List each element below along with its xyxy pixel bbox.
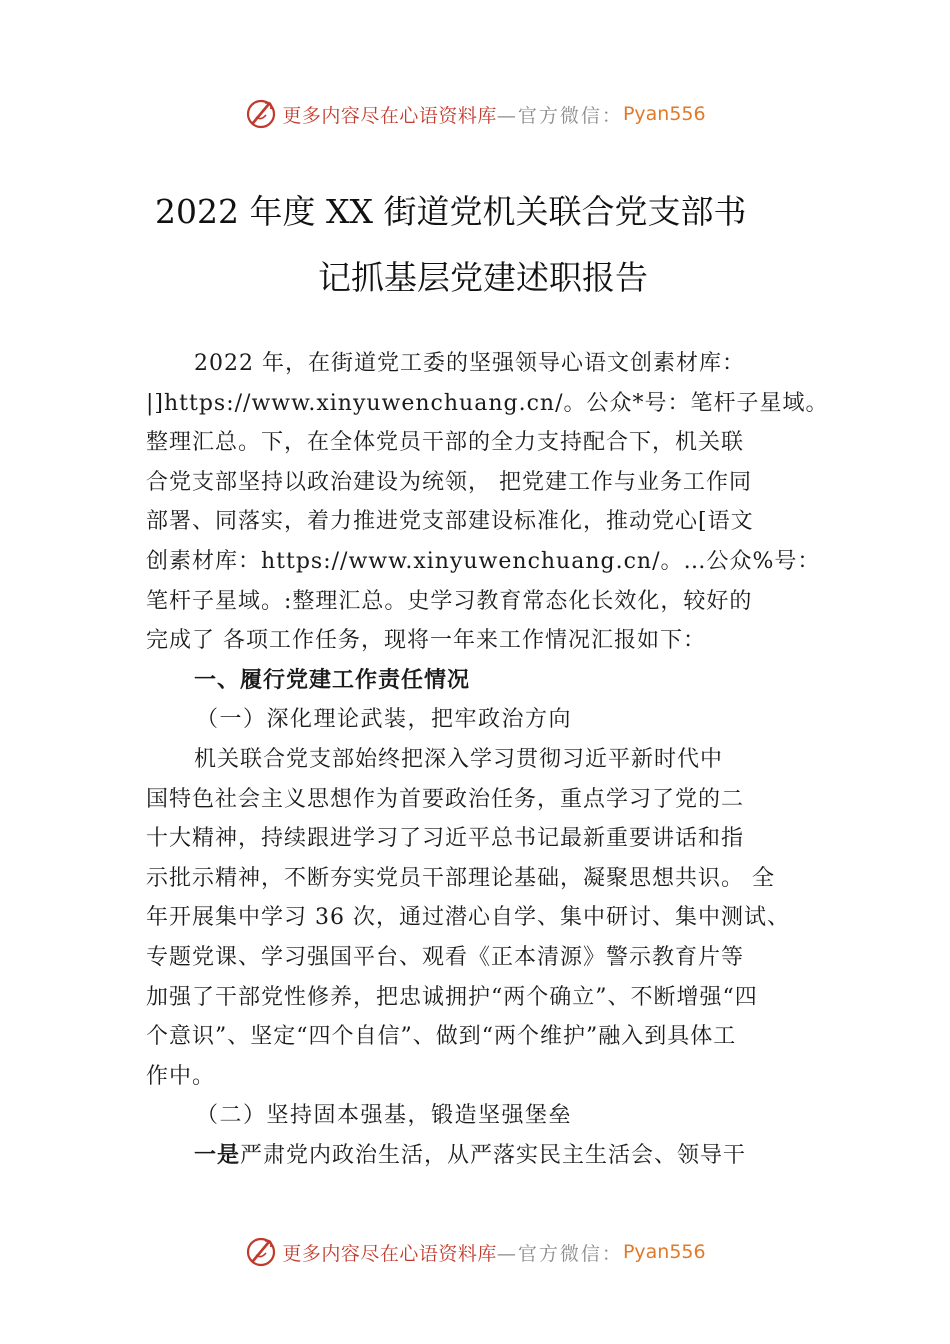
lead-bold-text: 一是 [194, 1142, 241, 1168]
paragraph-line: 加强了干部党性修养，把忠诚拥护“两个确立”、不断增强“四 [146, 984, 758, 1010]
paragraph-line: 整理汇总。下，在全体党员干部的全力支持配合下，机关联 [146, 430, 745, 456]
paragraph-text: 严肃党内政治生活，从严落实民主生活会、领导干 [240, 1142, 747, 1168]
paragraph-line: 国特色社会主义思想作为首要政治任务，重点学习了党的二 [146, 786, 745, 812]
paragraph-line: 示批示精神，不断夯实党员干部理论基础，凝聚思想共识。 全 [146, 865, 775, 891]
document-body [146, 344, 836, 1175]
paragraph-line: 十大精神，持续跟进学习了习近平总书记最新重要讲话和指 [146, 826, 745, 852]
banner-main-text: 更多内容尽在心语资料库 [282, 104, 497, 127]
paragraph-line: 部署、同落实，着力推进党支部建设标准化，推动党心[语文 [146, 509, 754, 535]
footer-banner [0, 1232, 950, 1272]
paragraph-line: |]https://www.xinyuwenchuang.cn/。公众*号：笔杆子星域。 [146, 390, 829, 416]
paragraph-line [146, 1136, 836, 1176]
banner-wechat-id: Pyan556 [622, 1241, 706, 1263]
banner-main-text: 更多内容尽在心语资料库 [282, 1242, 497, 1265]
banner-sub-text: —官方微信： [496, 104, 623, 127]
paragraph-line: 创素材库：https://www.xinyuwenchuang.cn/。…公众%号： [146, 548, 821, 574]
paragraph-line: 机关联合党支部始终把深入学习贯彻习近平新时代中 [194, 746, 724, 772]
paragraph-line: 完成了 各项工作任务，现将一年来工作情况汇报如下： [146, 628, 706, 654]
paragraph-line: 作中。 [146, 1063, 216, 1089]
paragraph-line: 2022 年，在街道党工委的坚强领导心语文创素材库： [194, 351, 745, 376]
section-heading: 一、履行党建工作责任情况 [194, 667, 471, 693]
document-title-line-1: 2022 年度 XX 街道党机关联合党支部书 [155, 192, 747, 231]
document-title-line-2: 记抓基层党建述职报告 [318, 258, 648, 297]
pen-logo-icon [244, 97, 278, 131]
paragraph-line: 合党支部坚持以政治建设为统领， 把党建工作与业务工作同 [146, 469, 752, 495]
paragraph-line: 专题党课、学习强国平台、观看《正本清源》警示教育片等 [146, 944, 745, 970]
paragraph-line: 年开展集中学习 36 次，通过潜心自学、集中研讨、集中测试、 [146, 905, 790, 931]
header-banner [0, 94, 950, 134]
paragraph-line: 个意识”、坚定“四个自信”、做到“两个维护”融入到具体工 [146, 1024, 737, 1050]
subsection-heading: （一）深化理论武装，把牢政治方向 [196, 707, 573, 733]
paragraph-line: 笔杆子星域。:整理汇总。史学习教育常态化长效化，较好的 [146, 588, 753, 614]
banner-sub-text: —官方微信： [496, 1242, 623, 1265]
banner-wechat-id: Pyan556 [622, 103, 706, 125]
subsection-heading: （二）坚持固本强基，锻造坚强堡垒 [196, 1103, 573, 1129]
pen-logo-icon [244, 1235, 278, 1269]
